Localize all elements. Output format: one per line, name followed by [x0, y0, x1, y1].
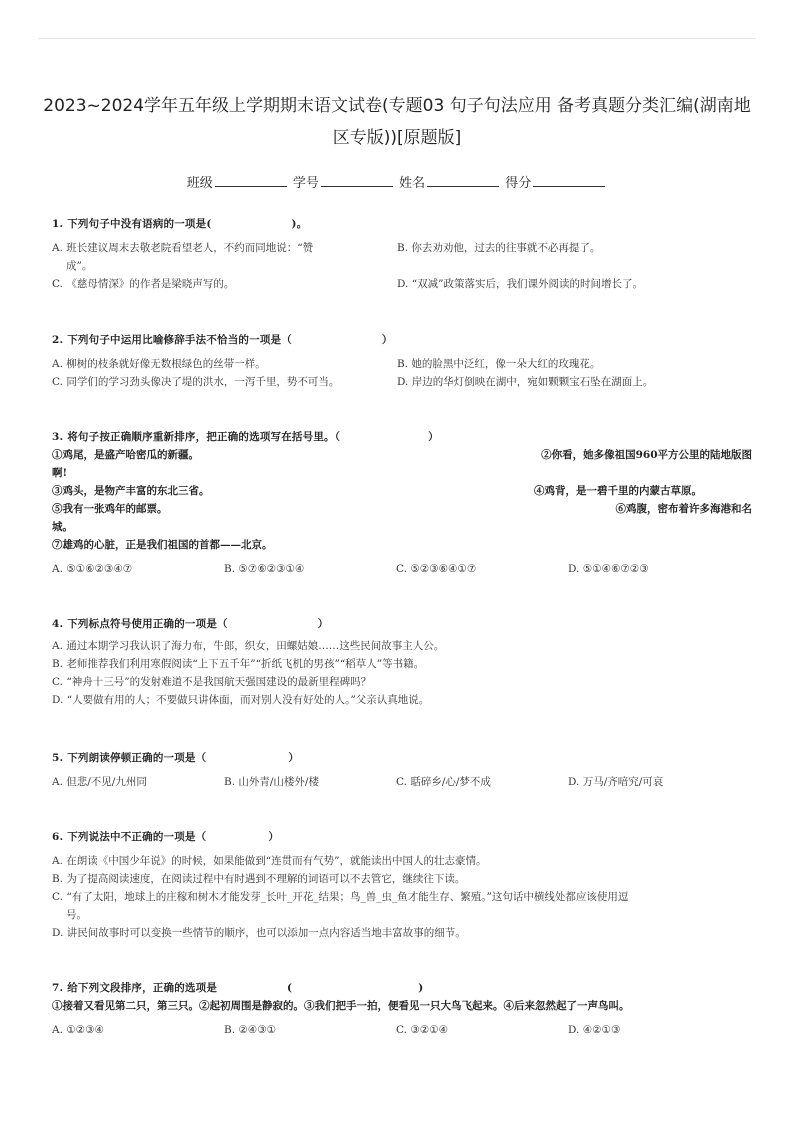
sentence-7: ⑦雄鸡的心脏，正是我们祖国的首都——北京。 — [52, 539, 273, 551]
question-1 — [52, 215, 752, 293]
option-c[interactable]: C. ③②①④ — [396, 1024, 448, 1036]
option-c[interactable]: C. 《慈母情深》的作者是梁晓声写的。 — [52, 278, 235, 290]
option-a[interactable]: A. 通过本期学习我认识了海力布，牛郎，织女，田螺姑娘……这些民间故事主人公。 — [52, 640, 445, 652]
id-blank[interactable] — [321, 175, 393, 187]
question-stem: 3. 将句子按正确顺序重新排序，把正确的选项写在括号里。（ ） — [52, 431, 439, 443]
option-c[interactable]: C. “有了太阳，地球上的庄稼和树木才能发芽_长叶_开花_结果；鸟_兽_虫_鱼才能生存、繁殖。”这句话中横线处都应该使用逗 号。 — [52, 891, 629, 921]
question-7 — [52, 979, 752, 1039]
option-b[interactable]: B. 老师推荐我们利用寒假阅读“上下五千年”“折纸飞机的男孩”“稻草人”等书籍。 — [52, 658, 425, 670]
header-divider — [38, 38, 756, 39]
question-stem: 1. 下列句子中没有语病的一项是( )。 — [52, 218, 308, 230]
question-5 — [52, 749, 752, 791]
sentence-4: ④鸡背，是一碧千里的内蒙古草原。 — [534, 485, 702, 497]
option-c[interactable]: C. “神舟十三号”的发射难道不是我国航天强国建设的最新里程碑吗？ — [52, 676, 372, 688]
sentence-2-cont: 啊! — [52, 467, 68, 479]
name-label: 姓名 — [399, 176, 426, 191]
option-d[interactable]: D. ⑤①④⑥⑦②③ — [568, 563, 649, 575]
sentence-6-cont: 城。 — [52, 521, 73, 533]
sentence-6: ⑥鸡腹，密布着许多海港和名 — [615, 503, 752, 515]
option-b[interactable]: B. 山外青/山楼外/楼 — [224, 776, 319, 788]
class-label: 班级 — [186, 176, 213, 191]
class-blank[interactable] — [215, 175, 287, 187]
question-stem: 7. 给下列文段排序，正确的选项是 ( ) — [52, 982, 424, 994]
sentence-3: ③鸡头，是物产丰富的东北三省。 — [52, 485, 210, 497]
title-line-1: 2023~2024学年五年级上学期期末语文试卷(专题03 句子句法应用 备考真题分类汇编(湖南地 — [43, 96, 751, 116]
question-stem: 4. 下列标点符号使用正确的一项是（ ） — [52, 618, 329, 630]
title-line-2: 区专版))[原题版] — [332, 128, 462, 148]
option-b[interactable]: B. ⑤⑦⑥②③①④ — [224, 563, 305, 575]
option-d[interactable]: D. 讲民间故事时可以变换一些情节的顺序，也可以添加一点内容适当地丰富故事的细节。 — [52, 927, 466, 939]
question-4 — [52, 615, 752, 709]
id-label: 学号 — [292, 176, 319, 191]
option-a[interactable]: A. 在朗读《中国少年说》的时候，如果能做到“连贯而有气势”，就能读出中国人的壮志豪情。 — [52, 855, 487, 867]
option-a[interactable]: A. ①②③④ — [52, 1024, 104, 1036]
name-blank[interactable] — [427, 175, 499, 187]
score-label: 得分 — [505, 176, 532, 191]
question-stem: 6. 下列说法中不正确的一项是（ ） — [52, 831, 280, 843]
sentence-5: ⑤我有一张鸡年的邮票。 — [52, 503, 168, 515]
option-a[interactable]: A. ⑤①⑥②③④⑦ — [52, 563, 133, 575]
page-title — [40, 90, 754, 154]
option-c[interactable]: C. ⑤②③⑥④①⑦ — [396, 563, 477, 575]
student-info-row — [0, 172, 794, 191]
option-b[interactable]: B. 她的脸黑中泛红，像一朵大红的玫瑰花。 — [397, 358, 601, 370]
passage-sentences: ①接着又看见第二只，第三只。②起初周围是静寂的。③我们把手一拍，便看见一只大鸟飞起来。④后来忽然起了一声鸟叫。 — [52, 1000, 630, 1012]
sentence-1: ①鸡尾，是盛产哈密瓜的新疆。 — [52, 449, 199, 461]
question-2 — [52, 331, 752, 391]
option-d[interactable]: D. 万马/齐喑究/可哀 — [568, 776, 664, 788]
option-a[interactable]: A. 但悲/不见/九州同 — [52, 776, 147, 788]
option-d[interactable]: D. ④②①③ — [568, 1024, 621, 1036]
option-c[interactable]: C. 聒碎乡/心/梦不成 — [396, 776, 491, 788]
option-c[interactable]: C. 同学们的学习劲头像决了堤的洪水，一泻千里，势不可当。 — [52, 376, 340, 388]
option-b[interactable]: B. ②④③① — [224, 1024, 277, 1036]
option-d[interactable]: D. “人要做有用的人；不要做只讲体面，而对别人没有好处的人。”父亲认真地说。 — [52, 694, 430, 706]
option-d[interactable]: D. “双减”政策落实后，我们课外阅读的时间增长了。 — [397, 278, 643, 290]
question-3 — [52, 428, 752, 578]
option-a[interactable]: A. 柳树的枝条就好像无数根绿色的丝带一样。 — [52, 358, 266, 370]
option-a[interactable]: A. 班长建议周末去敬老院看望老人，不约而同地说：“赞 成”。 — [52, 242, 314, 272]
sentence-2: ②你看，她多像祖国960平方公里的陆地版图 — [541, 449, 752, 461]
score-blank[interactable] — [533, 175, 605, 187]
option-b[interactable]: B. 为了提高阅读速度，在阅读过程中有时遇到不理解的词语可以不去管它，继续往下读。 — [52, 873, 466, 885]
question-stem: 5. 下列朗读停顿正确的一项是（ ） — [52, 752, 300, 764]
option-d[interactable]: D. 岸边的华灯倒映在湖中，宛如颗颗宝石坠在湖面上。 — [397, 376, 654, 388]
question-6 — [52, 828, 752, 942]
question-stem: 2. 下列句子中运用比喻修辞手法不恰当的一项是（ ） — [52, 334, 393, 346]
option-b[interactable]: B. 你去劝劝他，过去的往事就不必再提了。 — [397, 242, 601, 254]
